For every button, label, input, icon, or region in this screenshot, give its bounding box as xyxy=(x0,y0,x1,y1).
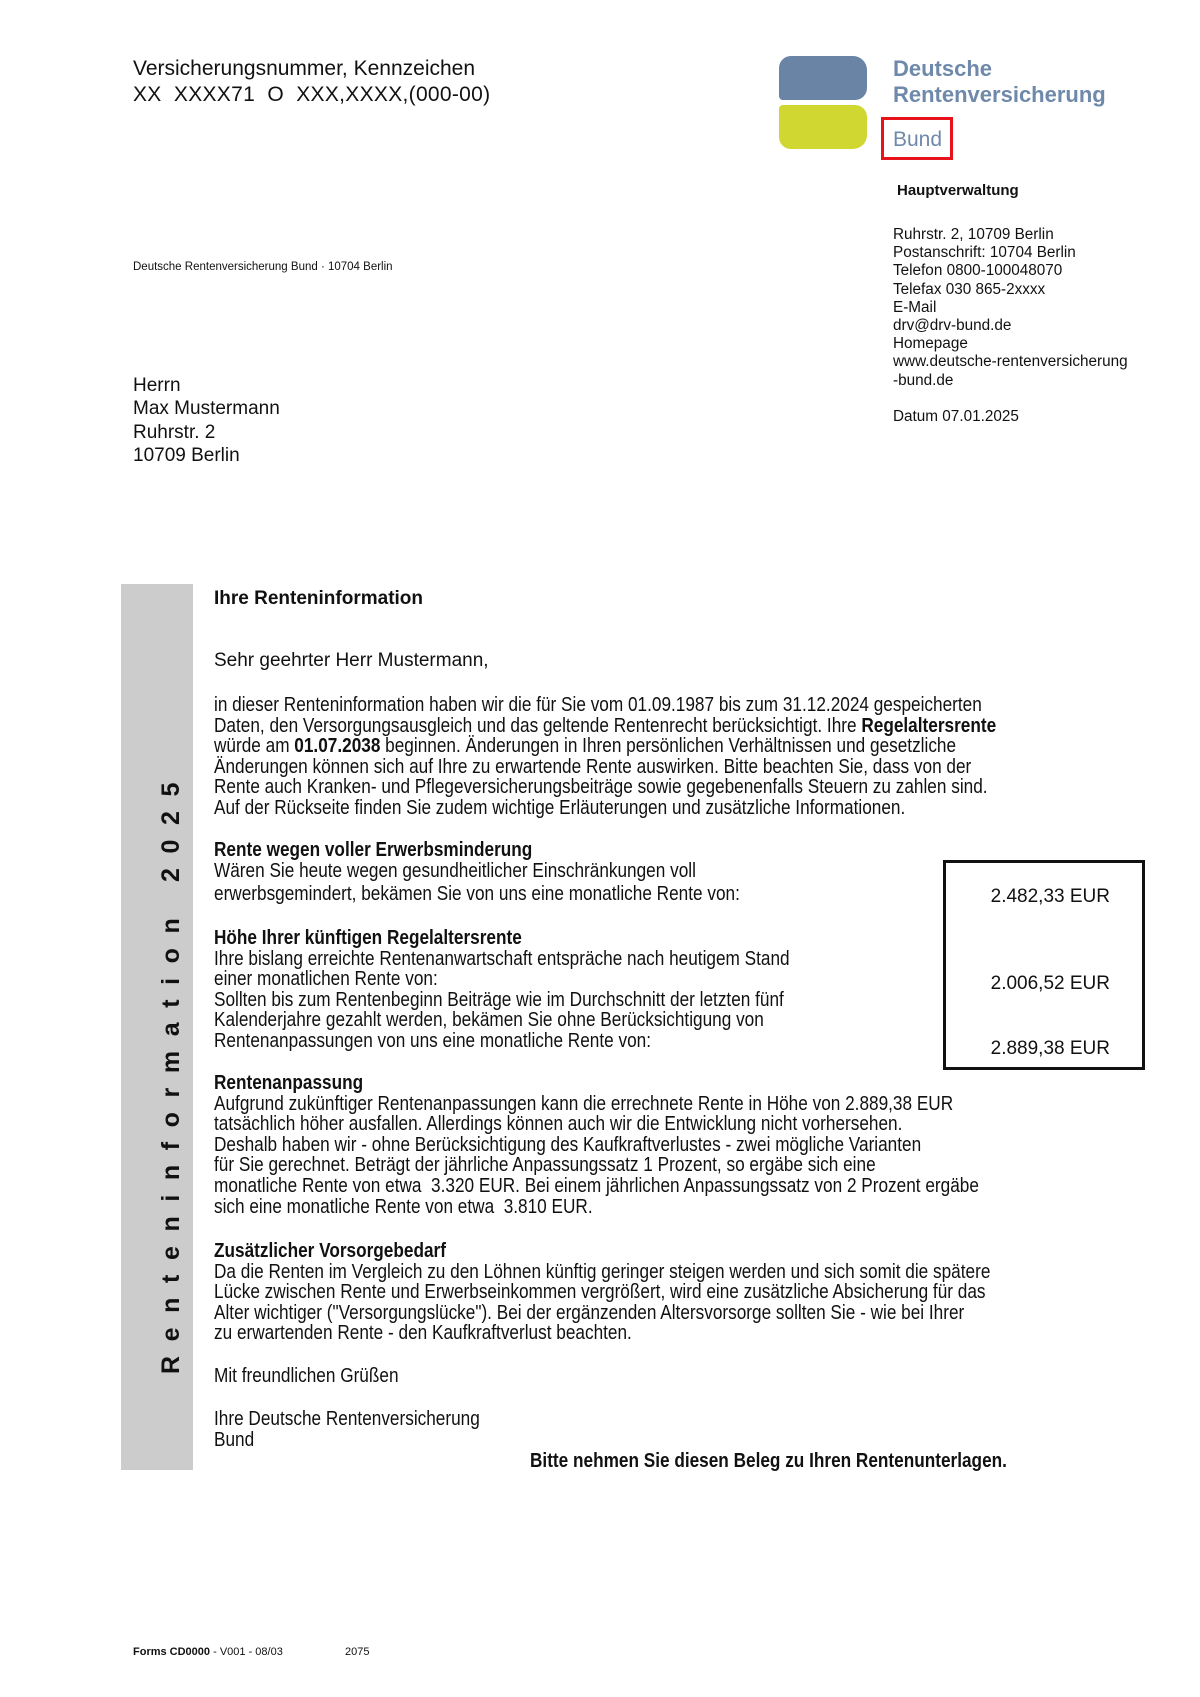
section-line: Sollten bis zum Rentenbeginn Beiträge wie im Durchschnitt der letzten fünf xyxy=(214,988,784,1011)
office-contact-block xyxy=(893,226,1128,390)
section-line: Wären Sie heute wegen gesundheitlicher Einschränkungen voll xyxy=(214,859,696,882)
amounts-box xyxy=(943,860,1145,1070)
office-title: Hauptverwaltung xyxy=(897,182,1019,199)
rentenanpassung-section xyxy=(214,1073,1103,1217)
sender-return-line: Deutsche Rentenversicherung Bund · 10704 Berlin xyxy=(133,261,393,273)
drv-logo-icon xyxy=(779,56,867,149)
intro-line xyxy=(214,736,956,757)
section-line: tatsächlich höher ausfallen. Allerdings können auch wir die Entwicklung nicht vorhersehen. xyxy=(214,1113,903,1136)
section-line: Lücke zwischen Rente und Erwerbseinkommen vergrößert, wird eine zusätzliche Absicherung für das xyxy=(214,1281,986,1304)
recipient-name: Max Mustermann xyxy=(133,398,280,420)
office-homepage-link-cont[interactable]: -bund.de xyxy=(893,371,954,389)
section-line: einer monatlichen Rente von: xyxy=(214,968,438,991)
erwerbsminderung-section xyxy=(214,840,825,905)
intro-text: würde am xyxy=(214,735,295,758)
intro-line: Änderungen können sich auf Ihre zu erwartende Rente auswirken. Bitte beachten Sie, dass von der xyxy=(214,755,972,778)
form-number: 2075 xyxy=(345,1646,370,1658)
section-line: Kalenderjahre gezahlt werden, bekämen Sie ohne Berücksichtigung von xyxy=(214,1009,764,1032)
letter-date: Datum 07.01.2025 xyxy=(893,408,1019,425)
sidebar-title: Renteninformation 2025 xyxy=(157,768,185,1374)
recipient-salutation: Herrn xyxy=(133,375,181,396)
recipient-address xyxy=(133,374,280,467)
recipient-street: Ruhrstr. 2 xyxy=(133,421,216,443)
brand-name-line1: Deutsche xyxy=(893,56,993,81)
section-heading: Höhe Ihrer künftigen Regelaltersrente xyxy=(214,927,522,949)
sidebar-band xyxy=(121,584,193,1470)
office-address: Ruhrstr. 2, 10709 Berlin xyxy=(893,226,1054,243)
section-line: sich eine monatliche Rente von etwa 3.810 EUR. xyxy=(214,1195,593,1218)
office-fax: Telefax 030 865-2xxxx xyxy=(893,280,1046,298)
section-line: Aufgrund zukünftiger Rentenanpassungen kann die errechnete Rente in Höhe von 2.889,38 EUR xyxy=(214,1092,954,1115)
intro-bold-start-date: 01.07.2038 xyxy=(294,735,381,758)
office-postal-address: Postanschrift: 10704 Berlin xyxy=(893,244,1076,262)
section-line: für Sie gerechnet. Beträgt der jährliche Anpassungssatz 1 Prozent, so ergäbe sich eine xyxy=(214,1154,876,1177)
section-line: Da die Renten im Vergleich zu den Löhnen künftig geringer steigen werden und sich somit die spätere xyxy=(214,1260,991,1283)
form-version: - V001 - 08/03 xyxy=(210,1646,283,1658)
vorsorgebedarf-section xyxy=(214,1241,1117,1344)
recipient-city: 10709 Berlin xyxy=(133,444,240,466)
closing-text: Mit freundlichen Grüßen xyxy=(214,1365,399,1387)
insurance-number-value: XX XXXX71 O XXX,XXXX,(000-00) xyxy=(133,83,491,106)
brand-name-bund: Bund xyxy=(893,128,943,151)
intro-line xyxy=(214,716,996,737)
letter-salutation: Sehr geehrter Herr Mustermann, xyxy=(214,650,489,671)
signature-line: Bund xyxy=(214,1428,255,1451)
intro-text: beginnen. Änderungen in Ihren persönlichen Verhältnissen und gesetzliche xyxy=(380,735,957,758)
logo-top-shape xyxy=(779,56,867,100)
section-line: zu erwartenden Rente - den Kaufkraftverlust beachten. xyxy=(214,1322,632,1345)
form-identifier xyxy=(133,1646,283,1658)
section-line: monatliche Rente von etwa 3.320 EUR. Bei einem jährlichen Anpassungssatz von 2 Prozent ergäbe xyxy=(214,1174,979,1197)
office-homepage-label: Homepage xyxy=(893,335,968,353)
intro-paragraph xyxy=(214,695,1123,819)
section-line: Alter wichtiger ("Versorgungslücke"). Bei der ergänzenden Altersvorsorge sollten Sie - wie bei Ihrer xyxy=(214,1301,965,1324)
brand-name-line2: Rentenversicherung xyxy=(893,82,1106,107)
section-heading: Rente wegen voller Erwerbsminderung xyxy=(214,839,533,861)
intro-line: Rente auch Kranken- und Pflegeversicherungsbeiträge sowie gegebenenfalls Steuern zu zahlen sind. xyxy=(214,776,988,799)
signature-line: Ihre Deutsche Rentenversicherung xyxy=(214,1408,480,1430)
letter-title: Ihre Renteninformation xyxy=(214,588,424,609)
section-line: erwerbsgemindert, bekämen Sie von uns eine monatliche Rente von: xyxy=(214,883,740,906)
office-email-link[interactable]: drv@drv-bund.de xyxy=(893,317,1012,335)
form-code: Forms CD0000 xyxy=(133,1646,211,1658)
closing-greeting xyxy=(214,1366,429,1387)
office-email-label: E-Mail xyxy=(893,298,937,316)
office-phone: Telefon 0800-100048070 xyxy=(893,262,1063,280)
section-line: Deshalb haben wir - ohne Berücksichtigung des Kaufkraftverlustes - zwei mögliche Varianten xyxy=(214,1133,922,1156)
insurance-number-label: Versicherungsnummer, Kennzeichen xyxy=(133,57,476,80)
logo-bottom-shape xyxy=(779,105,867,149)
section-line: Ihre bislang erreichte Rentenanwartschaft entspräche nach heutigem Stand xyxy=(214,947,790,970)
intro-bold-regelaltersrente: Regelaltersrente xyxy=(861,714,997,737)
intro-line: in dieser Renteninformation haben wir die für Sie vom 01.09.1987 bis zum 31.12.2024 gespeicherten xyxy=(214,694,982,716)
section-heading: Rentenanpassung xyxy=(214,1072,364,1094)
regelaltersrente-section xyxy=(214,928,883,1052)
section-line: Rentenanpassungen von uns eine monatliche Rente von: xyxy=(214,1029,652,1052)
amount-current-entitlement: 2.006,52 EUR xyxy=(990,973,1110,994)
intro-text: Daten, den Versorgungsausgleich und das geltende Rentenrecht berücksichtigt. Ihre xyxy=(214,714,862,737)
section-heading: Zusätzlicher Vorsorgebedarf xyxy=(214,1240,446,1262)
office-homepage-link[interactable]: www.deutsche-rentenversicherung xyxy=(893,353,1128,371)
amount-projected-pension: 2.889,38 EUR xyxy=(990,1038,1110,1059)
intro-line: Auf der Rückseite finden Sie zudem wichtige Erläuterungen und zusätzliche Informationen. xyxy=(214,796,906,819)
retention-note-text: Bitte nehmen Sie diesen Beleg zu Ihren Rentenunterlagen. xyxy=(530,1450,1007,1472)
amount-erwerbsminderung: 2.482,33 EUR xyxy=(990,886,1110,907)
retention-note xyxy=(530,1451,1085,1472)
signature-block xyxy=(214,1409,523,1450)
